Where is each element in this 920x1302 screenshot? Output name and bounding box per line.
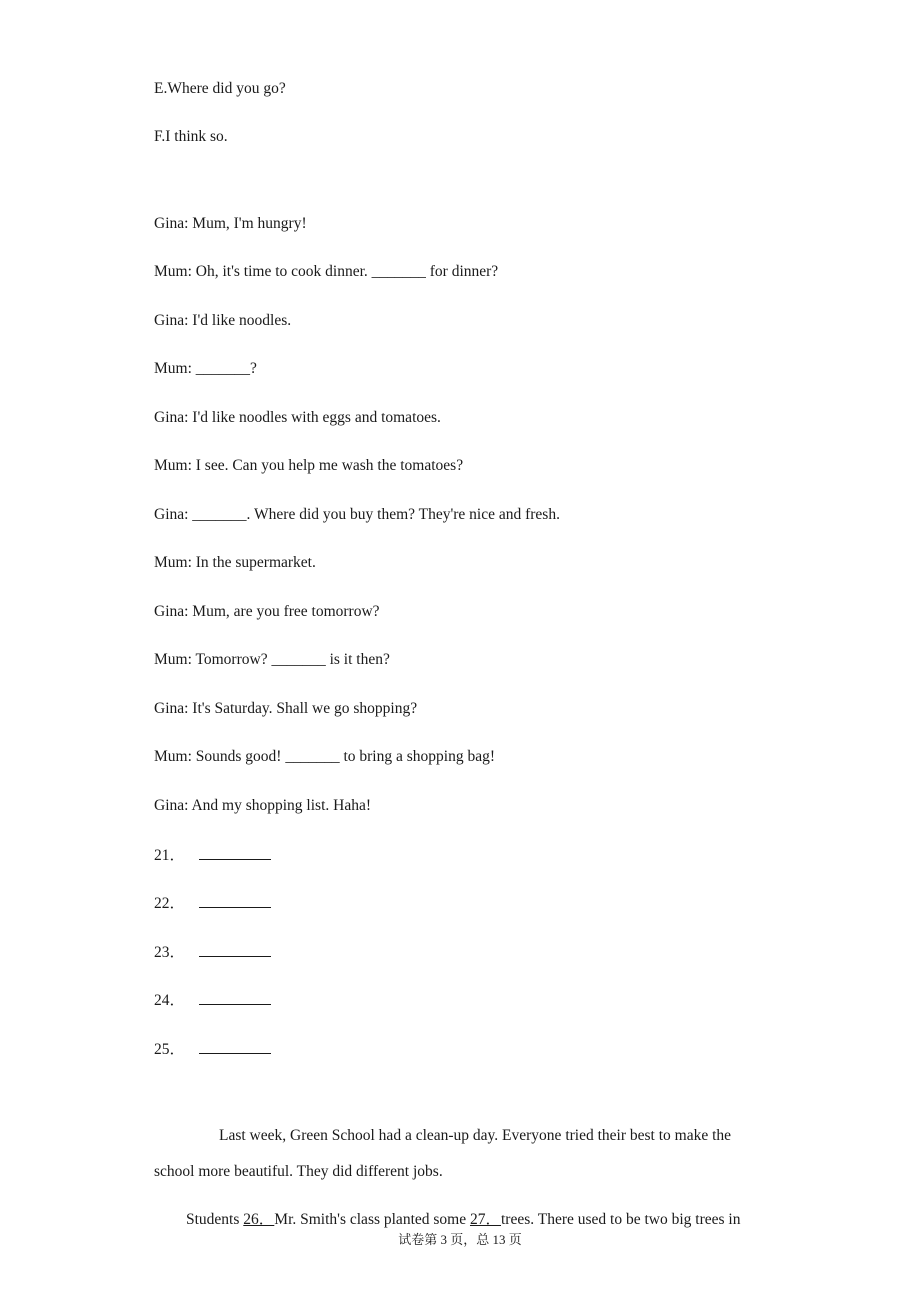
passage-text: Students [186, 1211, 244, 1228]
dialogue-line: Gina: It's Saturday. Shall we go shopping? [154, 700, 418, 717]
blank-26[interactable]: 26． [243, 1211, 275, 1228]
answer-blank[interactable] [199, 893, 271, 908]
answer-number: 22． [154, 895, 186, 912]
answer-row-21 [154, 845, 271, 866]
answer-number: 21． [154, 847, 186, 864]
answer-number: 23． [154, 944, 186, 961]
page-footer: 试卷第 3 页，总 13 页 [398, 1232, 522, 1247]
dialogue-line: Mum: In the supermarket. [154, 554, 316, 571]
dialogue-line: Gina: Mum, are you free tomorrow? [154, 603, 380, 620]
dialogue-line: Gina: And my shopping list. Haha! [154, 797, 371, 814]
passage-line-3 [186, 1210, 740, 1230]
dialogue-line: Mum: I see. Can you help me wash the tomatoes? [154, 457, 464, 474]
answer-blank[interactable] [199, 845, 271, 860]
answer-row-22 [154, 893, 271, 914]
answer-row-24 [154, 990, 271, 1011]
dialogue-line: Mum: Oh, it's time to cook dinner. _______ for dinner? [154, 263, 499, 280]
dialogue-line: Mum: Tomorrow? _______ is it then? [154, 651, 390, 668]
answer-blank[interactable] [199, 990, 271, 1005]
answer-row-25 [154, 1039, 271, 1060]
dialogue-line: Gina: _______. Where did you buy them? They're nice and fresh. [154, 506, 560, 523]
answer-row-23 [154, 942, 271, 963]
option-e: E.Where did you go? [154, 80, 286, 97]
dialogue-line: Gina: I'd like noodles with eggs and tomatoes. [154, 409, 441, 426]
answer-number: 24． [154, 992, 186, 1009]
dialogue-line: Mum: Sounds good! _______ to bring a shopping bag! [154, 748, 495, 765]
passage-line-1: Last week, Green School had a clean-up day. Everyone tried their best to make the [219, 1127, 732, 1144]
dialogue-line: Gina: I'd like noodles. [154, 312, 292, 329]
dialogue-line: Mum: _______? [154, 360, 257, 377]
answer-blank[interactable] [199, 1039, 271, 1054]
answer-number: 25． [154, 1041, 186, 1058]
passage-text: trees. There used to be two big trees in [501, 1211, 741, 1228]
blank-27[interactable]: 27． [469, 1211, 501, 1228]
passage-text: Mr. Smith's class planted some [274, 1211, 470, 1228]
passage-line-2: school more beautiful. They did different jobs. [154, 1163, 443, 1180]
answer-blank[interactable] [199, 942, 271, 957]
option-f: F.I think so. [154, 128, 228, 145]
dialogue-line: Gina: Mum, I'm hungry! [154, 215, 307, 232]
